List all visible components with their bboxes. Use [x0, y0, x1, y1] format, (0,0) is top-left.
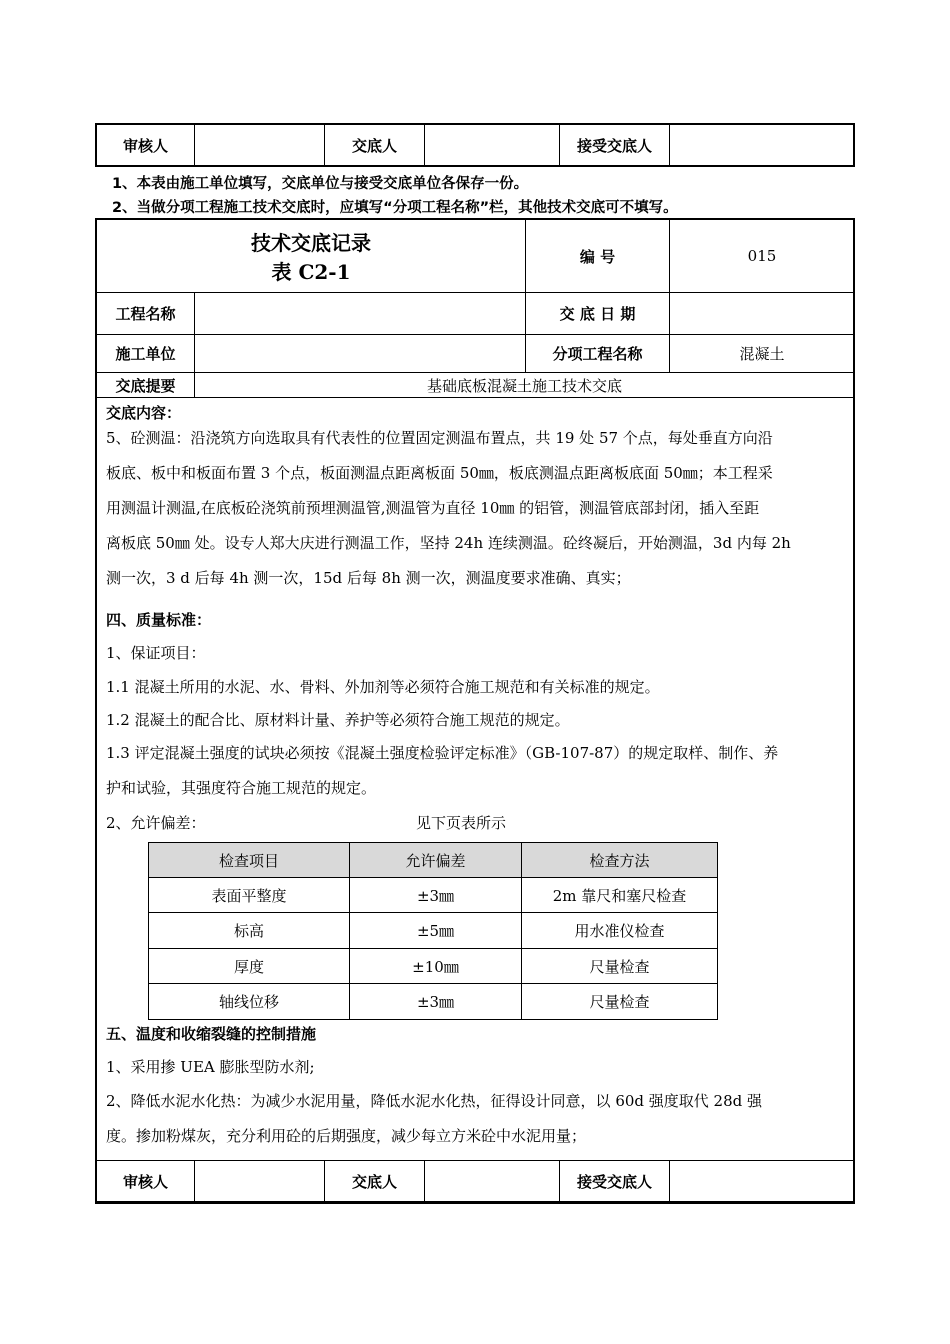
- quality-line: 1.1 混凝土所用的水泥、水、骨料、外加剂等必须符合施工规范和有关标准的规定。: [106, 678, 660, 696]
- content-line: 5、砼测温：沿浇筑方向选取具有代表性的位置固定测温布置点，共 19 处 57 个点，每处垂直方向沿: [106, 429, 773, 447]
- deviation-label: 2、允许偏差：: [106, 814, 206, 832]
- discloser-label: 交底人: [325, 125, 425, 166]
- crack-line: 度。掺加粉煤灰，充分利用砼的后期强度，减少每立方米砼中水泥用量；: [106, 1127, 587, 1145]
- deviation-header: 检查方法: [522, 843, 718, 878]
- receiver-field[interactable]: [670, 125, 855, 166]
- deviation-value: ±5㎜: [350, 913, 522, 949]
- receiver-label: 接受交底人: [560, 125, 670, 166]
- quality-heading: 四、质量标准：: [106, 611, 212, 629]
- crack-line: 2、降低水泥水化热：为减少水泥用量，降低水泥水化热，征得设计同意，以 60d 强度取代 28d 强: [106, 1092, 762, 1110]
- receiver-field[interactable]: [670, 1161, 855, 1202]
- reviewer-field[interactable]: [195, 125, 325, 166]
- table-row: [149, 913, 718, 949]
- subproject-field[interactable]: 混凝土: [670, 335, 855, 373]
- crack-heading: 五、温度和收缩裂缝的控制措施: [106, 1025, 317, 1043]
- form-title-cell: [97, 220, 526, 293]
- reviewer-label: 审核人: [97, 125, 195, 166]
- reviewer-label: 审核人: [97, 1161, 195, 1202]
- summary-label: 交底提要: [97, 373, 195, 398]
- content-line: 板底、板中和板面布置 3 个点，板面测温点距离板面 50㎜，板底测温点距离板底面 50㎜；本工程采: [106, 464, 773, 482]
- discloser-field[interactable]: [425, 1161, 560, 1202]
- table-row: [149, 984, 718, 1020]
- deviation-method: 尺量检查: [522, 984, 718, 1020]
- deviation-item: 厚度: [149, 949, 350, 984]
- deviation-header: 允许偏差: [350, 843, 522, 878]
- deviation-method: 用水准仪检查: [522, 913, 718, 949]
- deviation-value: ±3㎜: [350, 984, 522, 1020]
- deviation-item: 标高: [149, 913, 350, 949]
- deviation-value: ±3㎜: [350, 878, 522, 913]
- number-value[interactable]: 015: [670, 220, 855, 293]
- deviation-method: 尺量检查: [522, 949, 718, 984]
- unit-label: 施工单位: [97, 335, 195, 373]
- form-title: 技术交底记录: [251, 231, 371, 255]
- crack-line: 1、采用掺 UEA 膨胀型防水剂;: [106, 1058, 315, 1076]
- content-line: 离板底 50㎜ 处。设专人郑大庆进行测温工作，坚持 24h 连续测温。砼终凝后，开始测温，3d 内每 2h: [106, 534, 791, 552]
- receiver-label: 接受交底人: [560, 1161, 670, 1202]
- project-name-field[interactable]: [195, 293, 526, 335]
- deviation-method: 2m 靠尺和塞尺检查: [522, 878, 718, 913]
- content-line: 测一次，3 d 后每 4h 测一次，15d 后每 8h 测一次，测温度要求准确、真实；: [106, 569, 631, 587]
- deviation-item: 表面平整度: [149, 878, 350, 913]
- discloser-label: 交底人: [325, 1161, 425, 1202]
- discloser-field[interactable]: [425, 125, 560, 166]
- content-line: 用测温计测温,在底板砼浇筑前预埋测温管,测温管为直径 10㎜ 的铝管，测温管底部封闭，插入至距: [106, 499, 760, 517]
- project-name-label: 工程名称: [97, 293, 195, 335]
- deviation-item: 轴线位移: [149, 984, 350, 1020]
- deviation-note: 见下页表所示: [416, 814, 507, 832]
- summary-field[interactable]: 基础底板混凝土施工技术交底: [195, 373, 855, 398]
- date-field[interactable]: [670, 293, 855, 335]
- note-1: 1、本表由施工单位填写，交底单位与接受交底单位各保存一份。: [112, 176, 529, 192]
- deviation-value: ±10㎜: [350, 949, 522, 984]
- date-label: 交 底 日 期: [526, 293, 670, 335]
- unit-field[interactable]: [195, 335, 526, 373]
- form-header-table: [96, 219, 855, 398]
- deviation-header: 检查项目: [149, 843, 350, 878]
- number-label: 编 号: [526, 220, 670, 293]
- deviation-table: [148, 842, 718, 1020]
- quality-line: 1.3 评定混凝土强度的试块必须按《混凝土强度检验评定标准》（GB-107-87）的规定取样、制作、养: [106, 744, 779, 762]
- table-row: [149, 949, 718, 984]
- reviewer-field[interactable]: [195, 1161, 325, 1202]
- bottom-signature-table: [96, 1160, 855, 1202]
- content-heading: 交底内容：: [106, 404, 182, 422]
- quality-line: 1、保证项目：: [106, 644, 206, 662]
- subproject-label: 分项工程名称: [526, 335, 670, 373]
- table-row: [149, 878, 718, 913]
- form-number: 表 C2-1: [271, 260, 351, 284]
- quality-line: 1.2 混凝土的配合比、原材料计量、养护等必须符合施工规范的规定。: [106, 711, 570, 729]
- top-signature-table: [96, 124, 855, 166]
- note-2: 2、当做分项工程施工技术交底时，应填写“分项工程名称”栏，其他技术交底可不填写。: [112, 200, 678, 216]
- quality-line: 护和试验，其强度符合施工规范的规定。: [106, 779, 377, 797]
